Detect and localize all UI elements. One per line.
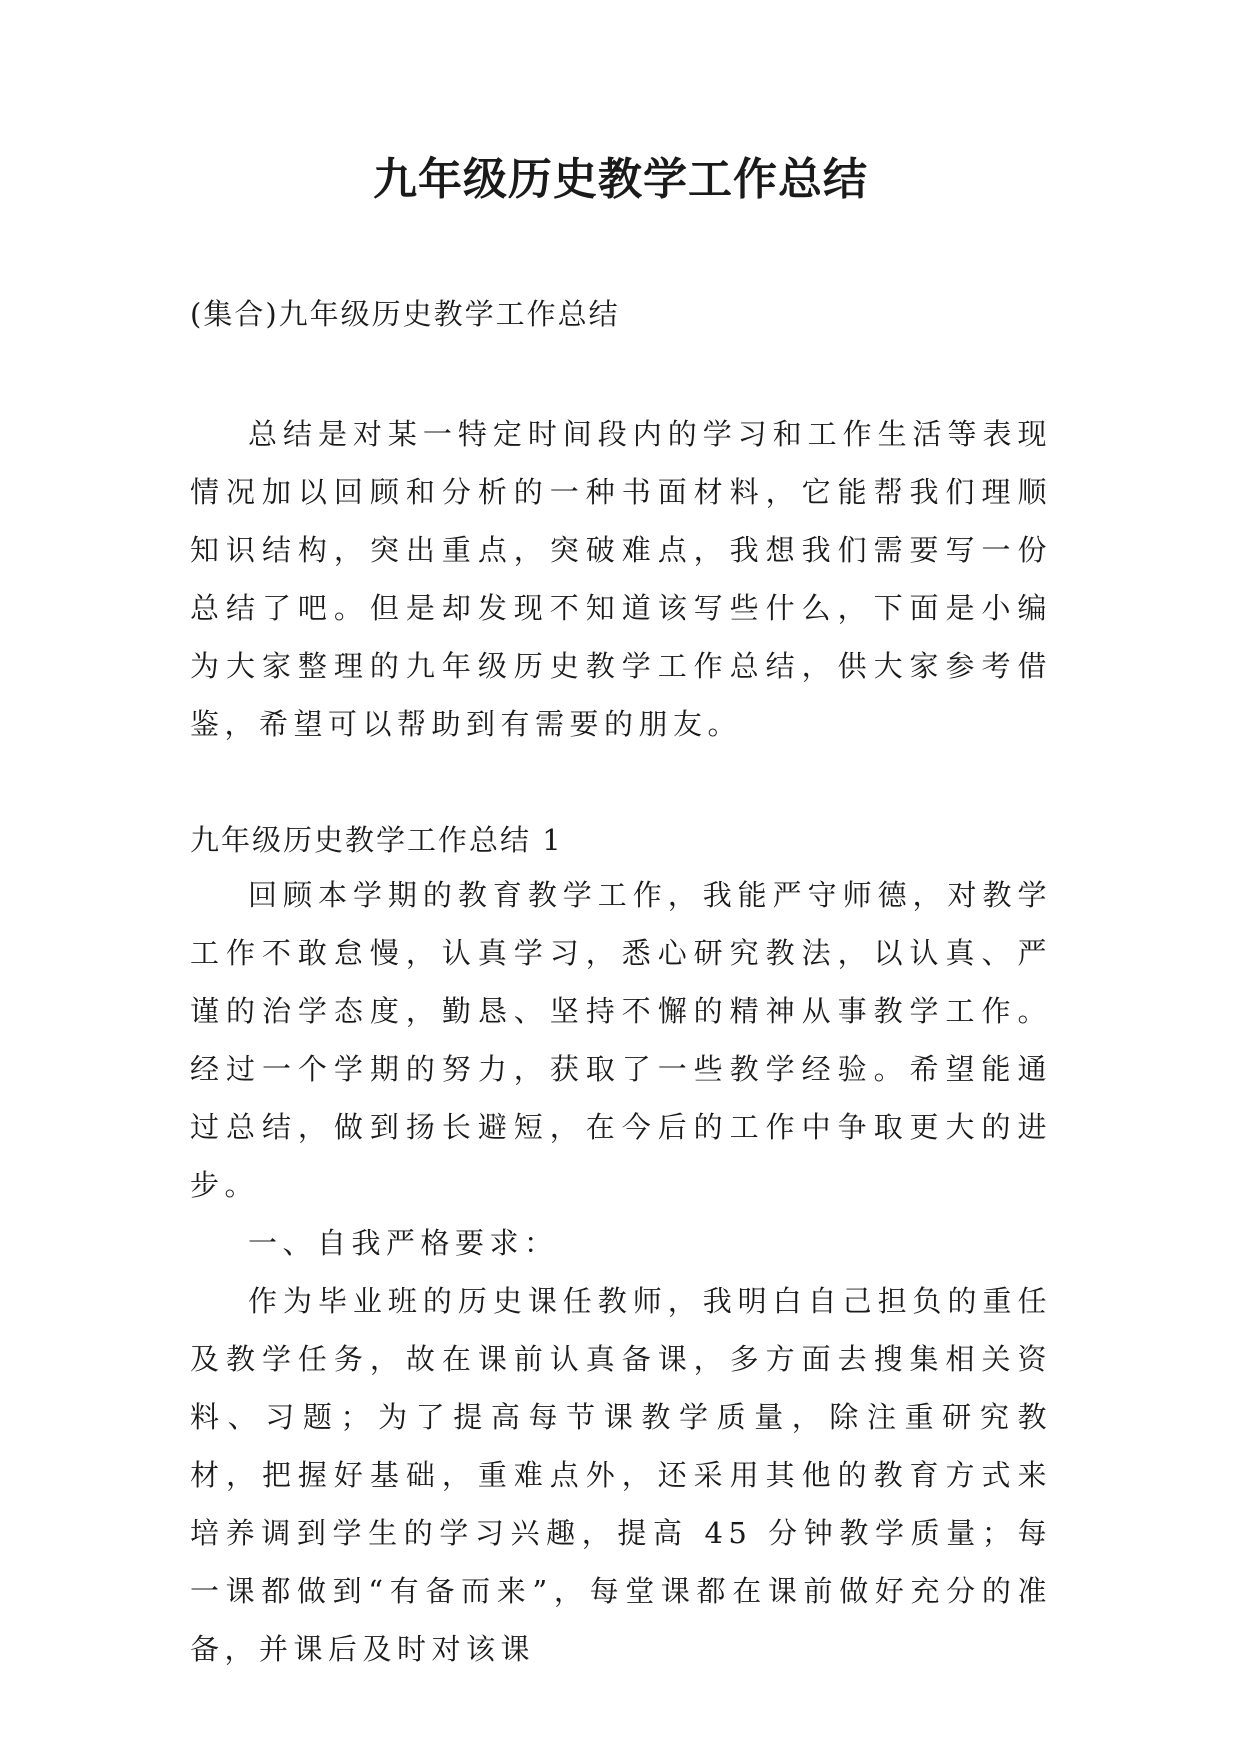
intro-block bbox=[190, 405, 1052, 753]
section-heading: 九年级历史教学工作总结 1 bbox=[190, 823, 563, 857]
document-title: 九年级历史教学工作总结 bbox=[373, 154, 868, 205]
section-paragraph: 作为毕业班的历史课任教师，我明白自己担负的重任及教学任务，故在课前认真备课，多方面去搜集相关资料、习题；为了提高每节课教学质量，除注重研究教材，把握好基础，重难点外，还采用其他的教育方式来培养调到学生的学习兴趣，提高 45 分钟教学质量；每一课都做到“有备而来”，每堂课都在课前做好充分的准备，并课后及时对该课 bbox=[190, 1284, 1052, 1666]
intro-paragraph: 总结是对某一特定时间段内的学习和工作生活等表现情况加以回顾和分析的一种书面材料，它能帮我们理顺知识结构，突出重点，突破难点，我想我们需要写一份总结了吧。但是却发现不知道该写些什么，下面是小编为大家整理的九年级历史教学工作总结，供大家参考借鉴，希望可以帮助到有需要的朋友。 bbox=[190, 417, 1052, 741]
section-paragraph: 回顾本学期的教育教学工作，我能严守师德，对教学工作不敢怠慢，认真学习，悉心研究教法，以认真、严谨的治学态度，勤恳、坚持不懈的精神从事教学工作。经过一个学期的努力，获取了一些教学经验。希望能通过总结，做到扬长避短，在今后的工作中争取更大的进步。 bbox=[190, 878, 1052, 1202]
section-body bbox=[190, 866, 1052, 1678]
document-subtitle: (集合)九年级历史教学工作总结 bbox=[190, 297, 620, 331]
section-subheading: 一、自我严格要求： bbox=[248, 1226, 559, 1260]
